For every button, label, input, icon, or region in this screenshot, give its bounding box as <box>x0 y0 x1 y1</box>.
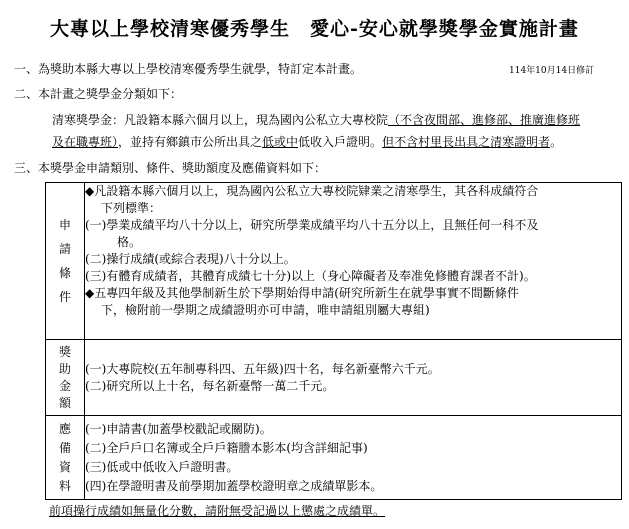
label-char: 料 <box>58 478 71 493</box>
exclusion-note: （不含夜間部、進修部、推廣進修班 <box>388 113 581 127</box>
label-char: 獎 <box>58 344 71 359</box>
condition-line: 格。 <box>117 235 142 249</box>
section-two-heading: 二、本計畫之獎學金分類如下： <box>14 87 183 101</box>
condition-line: 下列標準： <box>101 201 162 215</box>
exclusion-note-end: 及在職專班） <box>52 135 119 149</box>
document-line: (一)申請書(加蓋學校戳記或關防)。 <box>85 421 272 436</box>
label-char: 資 <box>58 459 71 474</box>
amount-line: (一)大專院校(五年制專科四、五年級)四十名，每名新臺幣六千元。 <box>85 361 440 376</box>
document-line: (三)低或中低收入戶證明書。 <box>85 459 239 474</box>
condition-line: ◆凡設籍本縣六個月以上，現為國內公私立大專校院肄業之清寒學生，其各科成績符合 <box>85 184 539 198</box>
certificate-text: ，並持有鄉鎮市公所出具之 <box>118 135 263 149</box>
certificate-text-2: 低收入戶證明。 <box>298 135 383 149</box>
document-line: (二)全戶戶口名簿或全戶戶籍謄本影本(均含詳細記事) <box>85 440 368 455</box>
footer-note: 前項操行成績如無量化分數，請附無受記過以上懲處之成績單。 <box>49 504 386 518</box>
table-row-documents <box>46 416 622 500</box>
period: 。 <box>550 135 563 149</box>
condition-line: (三)有體育成績者，其體育成績七十分)以上（身心障礙者及奉准免修體育課者不計)。 <box>85 269 536 283</box>
condition-line: (二)操行成績(或綜合表現)八十分以上。 <box>85 252 296 266</box>
amount-line: (二)研究所以上十名，每名新臺幣一萬二千元。 <box>85 378 335 393</box>
section-three-heading: 三、本獎學金申請類別、條件、獎助額度及應備資料如下： <box>14 161 327 175</box>
page-title: 大專以上學校清寒優秀學生 愛心-安心就學獎學金實施計畫 <box>50 18 579 40</box>
amount-content <box>85 340 622 416</box>
documents-content <box>85 416 622 500</box>
label-char: 申 <box>58 218 71 232</box>
section-one: 一、為獎助本縣大專以上學校清寒優秀學生就學，特訂定本計畫。 <box>14 62 363 76</box>
revision-date: 114年10月14日修訂 <box>509 66 595 76</box>
condition-line: (一)學業成績平均八十分以上，研究所學業成績平均八十五分以上，且無任何一科不及 <box>85 218 539 232</box>
condition-line: ◆五專四年級及其他學制新生於下學期始得申請(研究所新生在就學事實不間斷條件 <box>85 286 519 300</box>
scholarship-definition-text: 清寒獎學金：凡設籍本縣六個月以上，現為國內公私立大專校院 <box>52 113 389 127</box>
table-row-conditions <box>46 183 622 340</box>
label-char: 件 <box>58 290 71 304</box>
row-label-documents <box>46 416 85 500</box>
village-chief-exclusion: 但不含村里長出具之清寒證明者 <box>382 135 551 149</box>
scholarship-definition-line-1 <box>52 112 580 128</box>
label-char: 額 <box>58 395 71 410</box>
requirements-table <box>45 182 622 500</box>
row-label-conditions <box>46 183 85 340</box>
label-char: 條 <box>58 266 71 280</box>
table-row-amount <box>46 340 622 416</box>
label-char: 備 <box>58 440 71 455</box>
label-char: 應 <box>58 421 71 436</box>
document-line: (四)在學證明書及前學期加蓋學校證明章之成績單影本。 <box>85 478 383 493</box>
condition-line: 下，檢附前一學期之成績證明亦可申請，唯申請組別屬大專組) <box>101 303 430 317</box>
label-char: 助 <box>58 361 71 376</box>
scholarship-definition-line-2 <box>52 134 562 150</box>
label-char: 金 <box>58 378 71 393</box>
conditions-content <box>85 183 622 340</box>
row-label-amount <box>46 340 85 416</box>
low-income-emphasis: 低或中 <box>262 135 299 149</box>
label-char: 請 <box>58 242 71 256</box>
